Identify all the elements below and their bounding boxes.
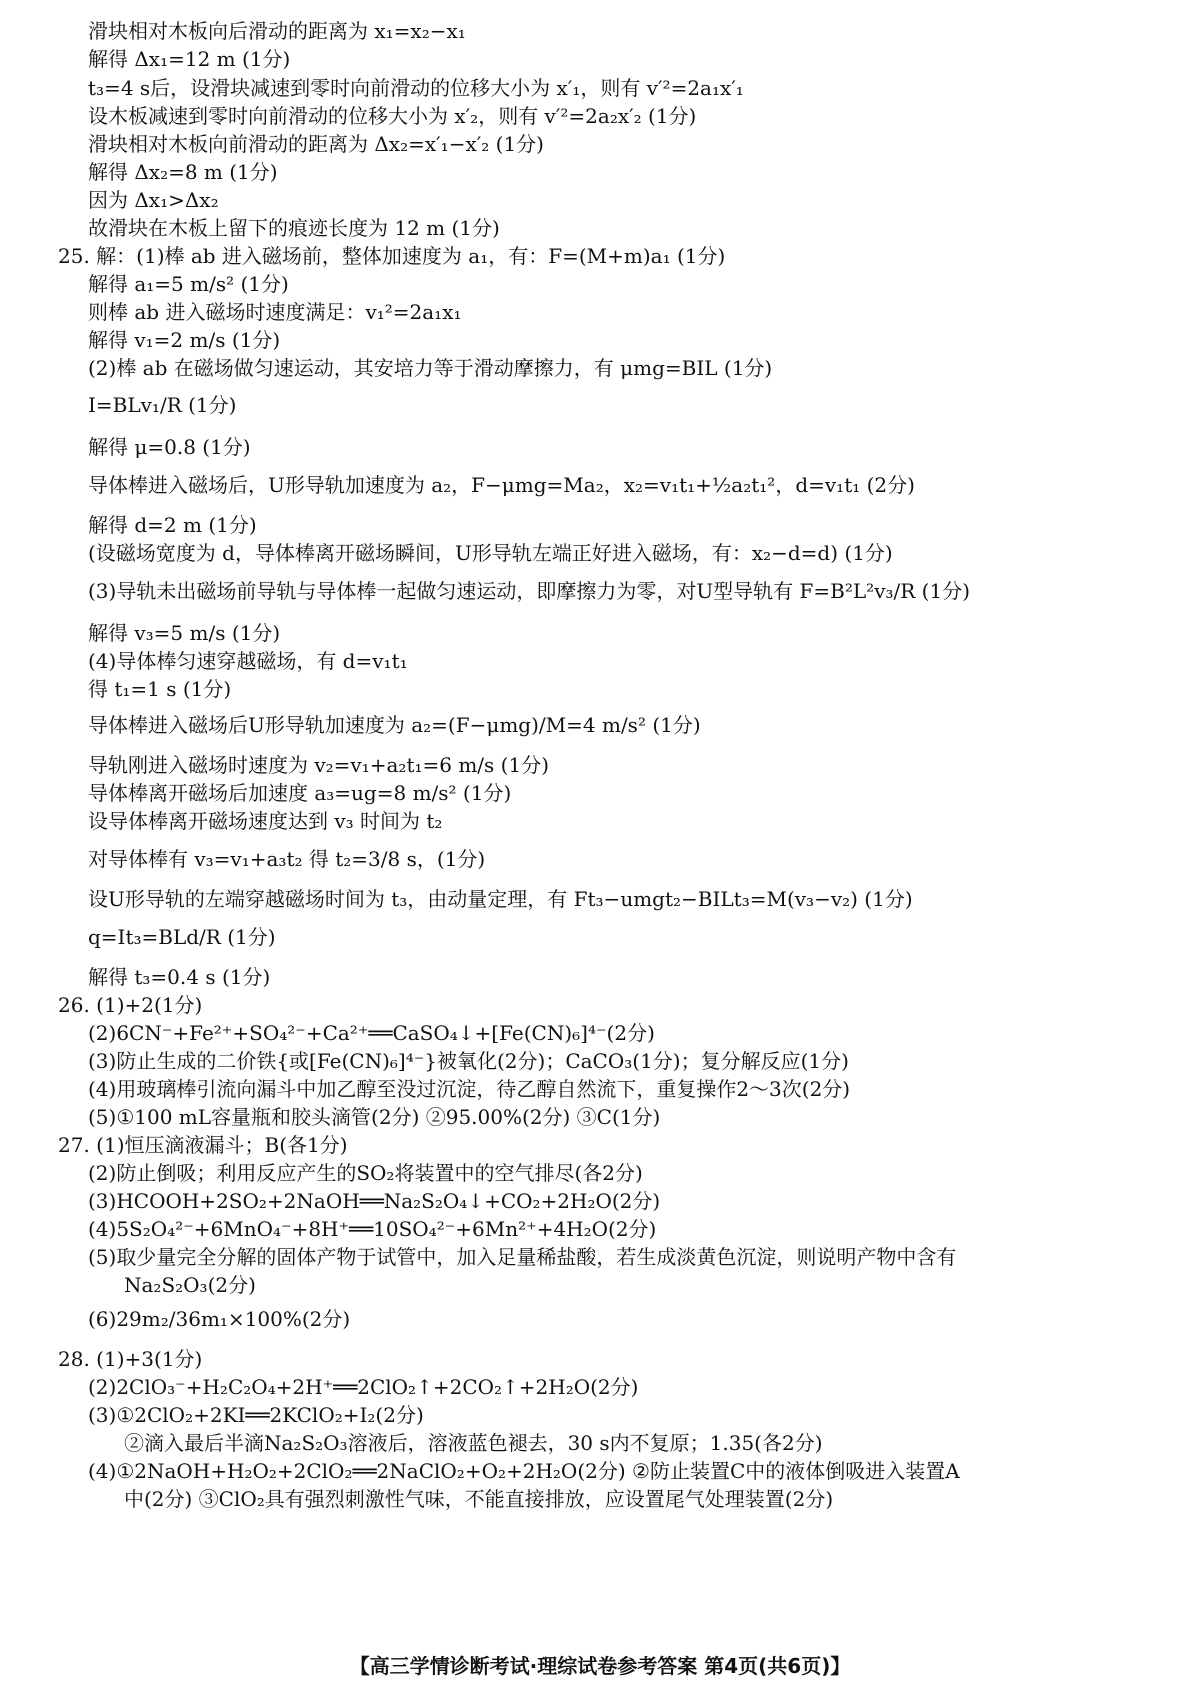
text-line: (2)6CN⁻+Fe²⁺+SO₄²⁻+Ca²⁺══CaSO₄↓+[Fe(CN)₆]⁴⁻(2分): [88, 1021, 655, 1045]
text-line: 得 t₁=1 s (1分): [88, 677, 232, 701]
text-line: 设U形导轨的左端穿越磁场时间为 t₃，由动量定理，有 Ft₃−umgt₂−BILt₃=M(v₃−v₂) (1分): [88, 887, 913, 911]
text-line: 导体棒离开磁场后加速度 a₃=ug=8 m/s² (1分): [88, 781, 512, 805]
text-line: (4)①2NaOH+H₂O₂+2ClO₂══2NaClO₂+O₂+2H₂O(2分) ②防止装置C中的液体倒吸进入装置A: [88, 1459, 960, 1483]
question-25-start: 25. 解：(1)棒 ab 进入磁场前，整体加速度为 a₁，有：F=(M+m)a₁ (1分): [58, 244, 726, 268]
text-line: 解得 μ=0.8 (1分): [88, 435, 251, 459]
text-line: (3)①2ClO₂+2KI══2KClO₂+I₂(2分): [88, 1403, 424, 1427]
question-28-start: 28. (1)+3(1分): [58, 1347, 203, 1371]
question-26-start: 26. (1)+2(1分): [58, 993, 203, 1017]
text-line: 设木板减速到零时向前滑动的位移大小为 x′₂，则有 v′²=2a₂x′₂ (1分): [88, 104, 697, 128]
text-line: 滑块相对木板向前滑动的距离为 Δx₂=x′₁−x′₂ (1分): [88, 132, 544, 156]
text-line: 中(2分) ③ClO₂具有强烈刺激性气味，不能直接排放，应设置尾气处理装置(2分): [124, 1487, 834, 1511]
text-line: (4)用玻璃棒引流向漏斗中加乙醇至没过沉淀，待乙醇自然流下，重复操作2～3次(2分): [88, 1077, 851, 1101]
text-line: 解得 a₁=5 m/s² (1分): [88, 272, 289, 296]
text-line: (2)2ClO₃⁻+H₂C₂O₄+2H⁺══2ClO₂↑+2CO₂↑+2H₂O(2分): [88, 1375, 639, 1399]
page-footer: 【高三学情诊断考试·理综试卷参考答案 第4页(共6页)】: [349, 1654, 851, 1678]
text-line: 滑块相对木板向后滑动的距离为 x₁=x₂−x₁: [88, 19, 466, 43]
text-line: (2)棒 ab 在磁场做匀速运动，其安培力等于滑动摩擦力，有 μmg=BIL (1分): [88, 356, 773, 380]
formula-line: 对导体棒有 v₃=v₁+a₃t₂ 得 t₂=3/8 s，(1分): [88, 847, 486, 871]
formula-line: 导体棒进入磁场后U形导轨加速度为 a₂=(F−μmg)/M=4 m/s² (1分): [88, 713, 701, 737]
text-line: 解得 d=2 m (1分): [88, 513, 257, 537]
text-line: (3)HCOOH+2SO₂+2NaOH══Na₂S₂O₄↓+CO₂+2H₂O(2分): [88, 1189, 661, 1213]
text-line: 故滑块在木板上留下的痕迹长度为 12 m (1分): [88, 216, 500, 240]
formula-line: (3)导轨未出磁场前导轨与导体棒一起做匀速运动，即摩擦力为零，对U型导轨有 F=B²L²v₃/R (1分): [88, 579, 970, 603]
text-line: (4)5S₂O₄²⁻+6MnO₄⁻+8H⁺══10SO₄²⁻+6Mn²⁺+4H₂O(2分): [88, 1217, 657, 1241]
text-line: (2)防止倒吸；利用反应产生的SO₂将装置中的空气排尽(各2分): [88, 1161, 643, 1185]
text-line: (3)防止生成的二价铁{或[Fe(CN)₆]⁴⁻}被氧化(2分)；CaCO₃(1分)；复分解反应(1分): [88, 1049, 849, 1073]
text-line: Na₂S₂O₃(2分): [124, 1273, 256, 1297]
formula-line: (6)29m₂/36m₁×100%(2分): [88, 1307, 351, 1331]
text-line: t₃=4 s后，设滑块减速到零时向前滑动的位移大小为 x′₁，则有 v′²=2a₁x′₁: [88, 76, 744, 100]
text-line: (5)①100 mL容量瓶和胶头滴管(2分) ②95.00%(2分) ③C(1分): [88, 1105, 661, 1129]
text-line: (4)导体棒匀速穿越磁场，有 d=v₁t₁: [88, 649, 408, 673]
question-27-start: 27. (1)恒压滴液漏斗；B(各1分): [58, 1133, 348, 1157]
text-line: 导轨刚进入磁场时速度为 v₂=v₁+a₂t₁=6 m/s (1分): [88, 753, 549, 777]
text-line: 解得 Δx₁=12 m (1分): [88, 47, 291, 71]
text-line: 解得 v₁=2 m/s (1分): [88, 328, 281, 352]
formula-line: q=It₃=BLd/R (1分): [88, 925, 276, 949]
formula-line: 导体棒进入磁场后，U形导轨加速度为 a₂，F−μmg=Ma₂，x₂=v₁t₁+½a₂t₁²，d=v₁t₁ (2分): [88, 473, 915, 497]
text-line: 解得 t₃=0.4 s (1分): [88, 965, 271, 989]
text-line: 解得 v₃=5 m/s (1分): [88, 621, 281, 645]
text-line: 则棒 ab 进入磁场时速度满足：v₁²=2a₁x₁: [88, 300, 462, 324]
text-line: (5)取少量完全分解的固体产物于试管中，加入足量稀盐酸，若生成淡黄色沉淀，则说明产物中含有: [88, 1245, 957, 1269]
formula-line: I=BLv₁/R (1分): [88, 393, 237, 417]
text-line: 解得 Δx₂=8 m (1分): [88, 160, 278, 184]
text-line: (设磁场宽度为 d，导体棒离开磁场瞬间，U形导轨左端正好进入磁场，有：x₂−d=d) (1分): [88, 541, 893, 565]
text-line: 因为 Δx₁>Δx₂: [88, 188, 219, 212]
text-line: ②滴入最后半滴Na₂S₂O₃溶液后，溶液蓝色褪去，30 s内不复原；1.35(各2分): [124, 1431, 823, 1455]
text-line: 设导体棒离开磁场速度达到 v₃ 时间为 t₂: [88, 809, 443, 833]
